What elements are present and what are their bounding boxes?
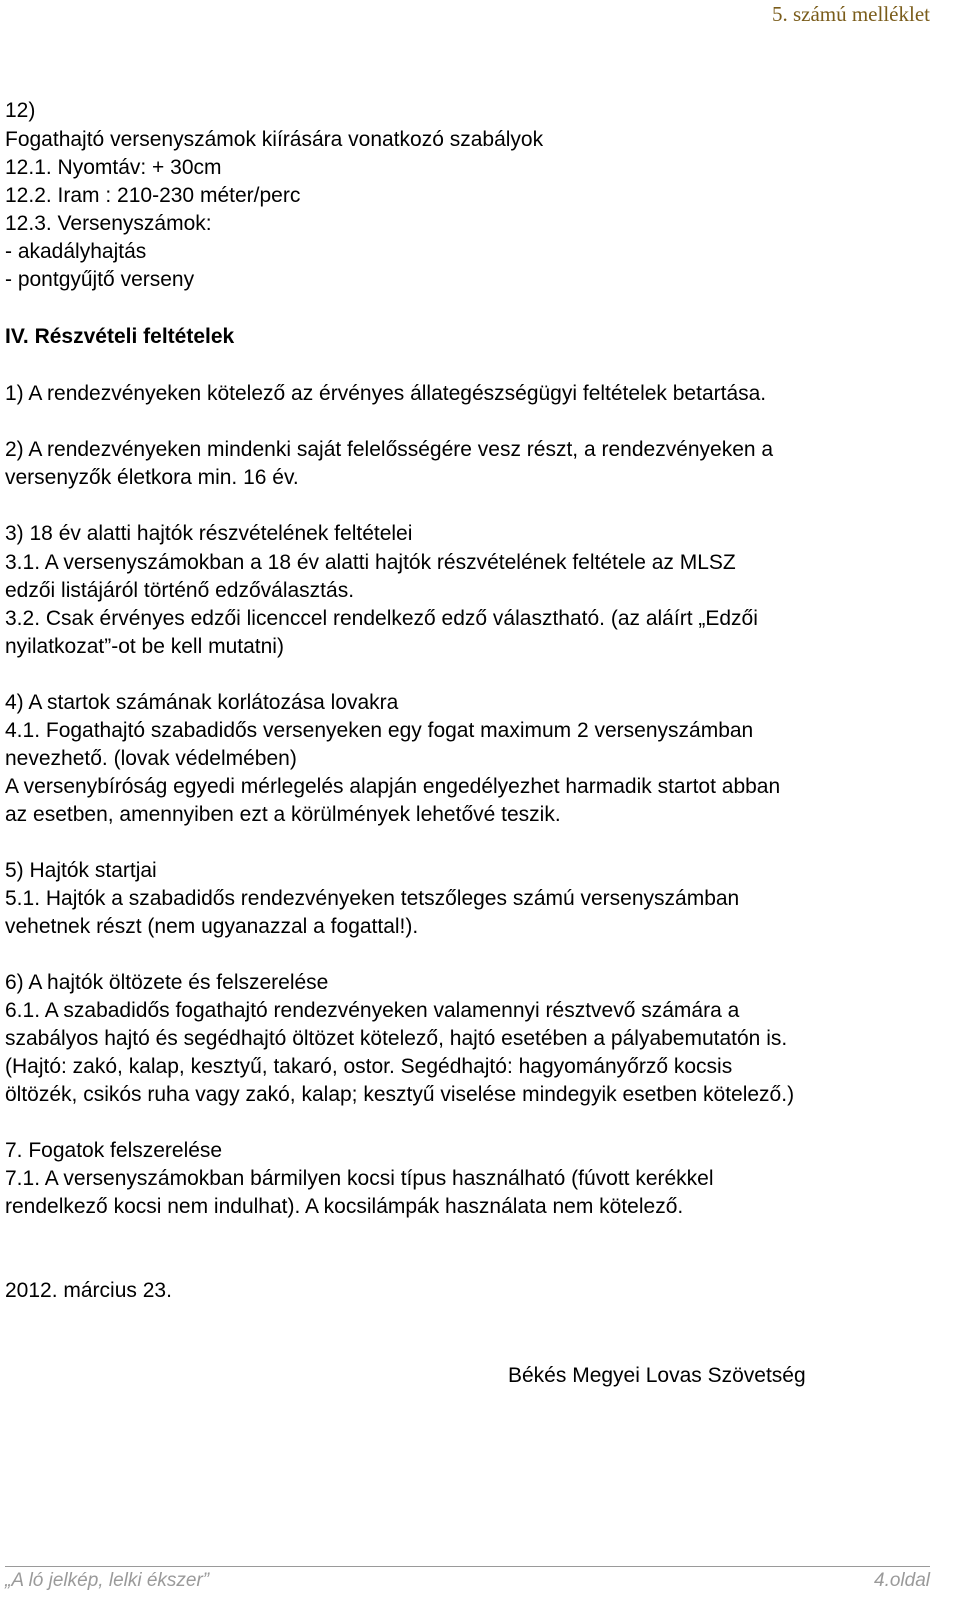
text-line: (Hajtó: zakó, kalap, kesztyű, takaró, ostor. Segédhajtó: hagyományőrző kocsis (5, 1055, 733, 1078)
text-line: 3.2. Csak érvényes edzői licenccel rendelkező edző választható. (az aláírt „Edzői (5, 607, 758, 630)
text-line: 12) (5, 99, 36, 122)
text-line: nyilatkozat”-ot be kell mutatni) (5, 635, 284, 658)
text-line: 3) 18 év alatti hajtók részvételének feltételei (5, 522, 413, 545)
page-number: 4.oldal (874, 1570, 930, 1591)
text-line: szabályos hajtó és segédhajtó öltözet kötelező, hajtó esetében a pályabemutatón is. (5, 1027, 788, 1050)
text-line: 5.1. Hajtók a szabadidős rendezvényeken tetszőleges számú versenyszámban (5, 887, 740, 910)
text-line: 4) A startok számának korlátozása lovakra (5, 691, 399, 714)
text-line: 6.1. A szabadidős fogathajtó rendezvényeken valamennyi résztvevő számára a (5, 999, 740, 1022)
text-line: 5) Hajtók startjai (5, 859, 157, 882)
text-line: edzői listájáról történő edzőválasztás. (5, 579, 355, 602)
text-line: 2) A rendezvényeken mindenki saját felelősségére vesz részt, a rendezvényeken a (5, 438, 774, 461)
document-date: 2012. március 23. (5, 1279, 172, 1302)
text-line: 3.1. A versenyszámokban a 18 év alatti hajtók részvételének feltétele az MLSZ (5, 551, 736, 574)
text-line: öltözék, csikós ruha vagy zakó, kalap; kesztyű viselése mindegyik esetben kötelező.) (5, 1083, 795, 1106)
text-line: - akadályhajtás (5, 240, 147, 263)
text-line: az esetben, amennyiben ezt a körülmények lehetővé teszik. (5, 803, 561, 826)
text-line: 1) A rendezvényeken kötelező az érvényes állategészségügyi feltételek betartása. (5, 382, 767, 405)
text-line: versenyzők életkora min. 16 év. (5, 466, 299, 489)
text-line: 12.1. Nyomtáv: + 30cm (5, 156, 222, 179)
text-line: 12.3. Versenyszámok: (5, 212, 212, 235)
annex-label: 5. számú melléklet (771, 2, 930, 26)
text-line: 7. Fogatok felszerelése (5, 1139, 223, 1162)
footer-divider (5, 1566, 930, 1567)
text-line: - pontgyűjtő verseny (5, 268, 195, 291)
text-line: rendelkező kocsi nem indulhat). A kocsilámpák használata nem kötelező. (5, 1195, 684, 1218)
text-line: 6) A hajtók öltözete és felszerelése (5, 971, 329, 994)
signature-organization: Békés Megyei Lovas Szövetség (508, 1364, 806, 1387)
text-line: nevezhető. (lovak védelmében) (5, 747, 297, 770)
text-line: A versenybíróság egyedi mérlegelés alapján engedélyezhet harmadik startot abban (5, 775, 781, 798)
text-line: 12.2. Iram : 210-230 méter/perc (5, 184, 301, 207)
footer-motto: „A ló jelkép, lelki ékszer” (5, 1570, 210, 1591)
text-line: vehetnek részt (nem ugyanazzal a fogattal!). (5, 915, 419, 938)
text-line: 4.1. Fogathajtó szabadidős versenyeken egy fogat maximum 2 versenyszámban (5, 719, 754, 742)
text-line: 7.1. A versenyszámokban bármilyen kocsi típus használható (fúvott kerékkel (5, 1167, 714, 1190)
section-heading: IV. Részvételi feltételek (5, 325, 235, 348)
text-line: Fogathajtó versenyszámok kiírására vonatkozó szabályok (5, 128, 544, 151)
